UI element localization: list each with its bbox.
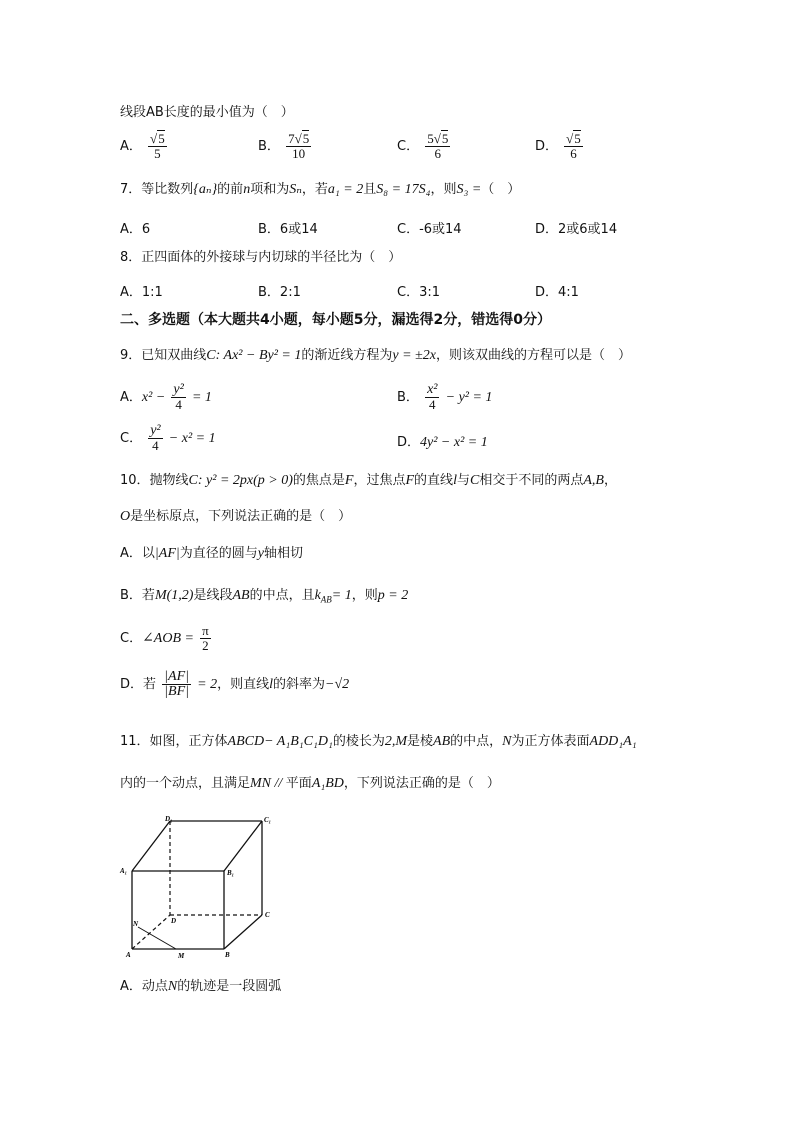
q9-option-a[interactable]: A．x² − $\frac{\text{y²}}{4}$ = 1 [120, 382, 212, 412]
q11-stem-line2: 内的一个动点，且满足MN // 平面A₁BD，下列说法正确的是（ ） [120, 776, 500, 791]
q7-option-a[interactable]: A．6 [120, 222, 151, 237]
label-a1: A₁ [120, 867, 128, 875]
q6-option-a-frac: $\frac{√5}{5}$ [150, 131, 165, 161]
q9-option-b[interactable]: B． $\frac{\text{x²}}{4}$ − y² = 1 [397, 382, 493, 412]
label-b1: B₁ [227, 869, 235, 877]
label-m: M [178, 952, 185, 960]
label-c1: C₁ [264, 816, 272, 824]
q10-stem-line2: O是坐标原点，下列说法正确的是（ ） [120, 509, 352, 524]
q9-option-d[interactable]: D．4y² − x² = 1 [397, 435, 488, 450]
q11-stem-line1: 11．如图，正方体ABCD− A₁B₁C₁D₁的棱长为2,M是棱AB的中点，N为正方体表面ADD₁A₁ [120, 734, 637, 749]
q6-option-c[interactable]: C． $\frac{5√5}{6}$ [397, 131, 449, 161]
q6-option-d-frac: $\frac{√5}{6}$ [566, 131, 581, 161]
label-b: B [225, 951, 230, 959]
q7-stem: 7．等比数列{aₙ}的前n项和为Sₙ，若a₁ = 2且S₈ = 17S₄，则S₃ =（ ） [120, 182, 521, 197]
q11-option-a[interactable]: A．动点N的轨迹是一段圆弧 [120, 979, 282, 994]
q8-option-c[interactable]: C．3:1 [397, 285, 440, 300]
q10-option-c[interactable]: C．∠AOB = $\frac{\pi}{2}$ [120, 623, 209, 653]
q6-stem-tail [120, 104, 294, 122]
q10-option-b[interactable]: B．若M(1,2)是线段AB的中点，且$k_{AB}= 1$，则p = 2 [120, 588, 409, 605]
label-d1: D₁ [165, 815, 173, 823]
q7-option-c[interactable]: C．-6或14 [397, 222, 462, 237]
label-n: N [133, 920, 139, 928]
q9-option-c[interactable]: C． $\frac{\text{y²}}{4}$ − x² = 1 [120, 423, 216, 453]
q8-option-a[interactable]: A．1:1 [120, 285, 163, 300]
q6-option-a[interactable]: A． $\frac{√5}{5}$ [120, 131, 165, 161]
q6-stem-text: 线段AB长度的最小值为（ ） [120, 105, 294, 120]
label-d: D [171, 917, 177, 925]
section-heading-multi-choice: 二、多选题（本大题共4小题，每小题5分，漏选得2分，错选得0分） [120, 312, 551, 328]
label-a: A [126, 951, 131, 959]
edge-b1c1 [224, 821, 262, 871]
q10-option-a[interactable]: A．以|AF|为直径的圆与y轴相切 [120, 546, 303, 561]
q6-option-b[interactable]: B． $\frac{7√5}{10}$ [258, 131, 310, 161]
label-c: C [265, 911, 270, 919]
q10-stem-line1: 10．抛物线C: y² = 2px(p > 0)的焦点是F，过焦点F的直线l与C相交于不同的两点A,B， [120, 473, 617, 488]
edge-bc [224, 915, 262, 949]
edge-a1d1 [132, 821, 170, 871]
q9-stem: 9．已知双曲线C: Ax² − By² = 1的渐近线方程为y = ±2x，则该双曲线的方程可以是（ ） [120, 348, 631, 363]
q6-option-b-frac: $\frac{7√5}{10}$ [288, 131, 310, 161]
q8-option-b[interactable]: B．2:1 [258, 285, 301, 300]
q6-option-c-frac: $\frac{5√5}{6}$ [427, 131, 449, 161]
q7-option-d[interactable]: D．2或6或14 [535, 222, 618, 237]
cube-figure [118, 815, 278, 960]
q6-option-d[interactable]: D． $\frac{√5}{6}$ [535, 131, 581, 161]
q8-option-d[interactable]: D．4:1 [535, 285, 579, 300]
q10-option-d[interactable]: D．若 $\frac{|AF|}{|BF|}$ = 2，则直线l的斜率为−√2 [120, 669, 350, 699]
q7-option-b[interactable]: B．6或14 [258, 222, 318, 237]
q8-stem: 8．正四面体的外接球与内切球的半径比为（ ） [120, 250, 402, 265]
